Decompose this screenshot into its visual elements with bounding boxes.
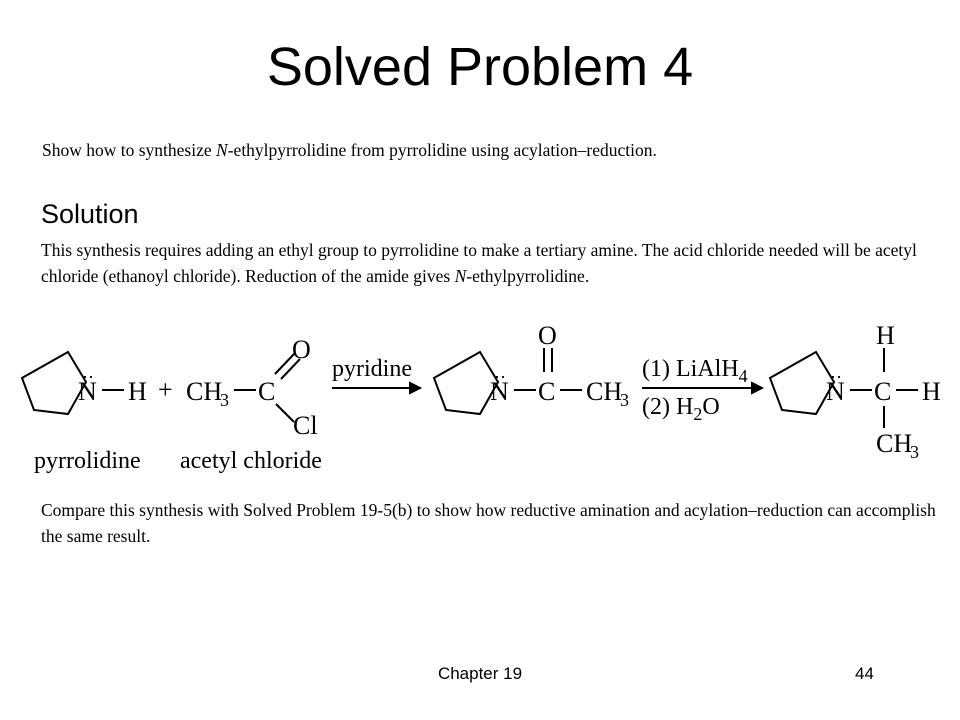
acetyl-c: C <box>258 377 276 406</box>
solution-italic-n: N <box>454 266 467 286</box>
pyrrolidine-structure <box>22 352 147 474</box>
reaction-arrow-2-head <box>752 383 762 393</box>
pyrrolidine-n: N <box>78 377 97 406</box>
problem-text-pre: Show how to synthesize <box>42 140 217 160</box>
acetyl-o: O <box>292 335 311 364</box>
acetyl-cl: Cl <box>293 411 318 440</box>
ethyl-h-top: H <box>876 321 895 350</box>
solution-text-post: -ethylpyrrolidine. <box>466 266 590 286</box>
reaction-scheme <box>0 300 960 490</box>
plus-sign: + <box>158 375 173 404</box>
reagent-pyridine: pyridine <box>332 356 412 382</box>
ethyl-ring <box>770 352 834 414</box>
acetyl-ch: CH <box>186 377 223 406</box>
footer-chapter: Chapter 19 <box>437 664 523 683</box>
reagent-step2: (2) $H_2O$ <box>642 394 720 424</box>
amide-ring <box>434 352 498 414</box>
ethyl-ch-sub3: 3 <box>910 442 919 462</box>
c-cl-bond <box>276 404 294 422</box>
ethyl-ch: CH <box>876 429 913 458</box>
pyrrolidine-n-dots: ․․ <box>82 362 95 382</box>
pyrrolidine-h: H <box>128 377 147 406</box>
pyrrolidine-label: pyrrolidine <box>34 448 141 474</box>
pyrrolidine-ring <box>22 352 86 414</box>
amide-n: N <box>490 377 509 406</box>
ethyl-c: C <box>874 377 892 406</box>
reagent-step1: (1) LiAlH$_4$ <box>642 356 748 386</box>
problem-text-post: -ethylpyrrolidine from pyrrolidine using acylation–reduction. <box>227 140 657 160</box>
acetyl-ch-sub3: 3 <box>220 390 229 410</box>
ethyl-n: N <box>826 377 845 406</box>
acetyl-chloride-label: acetyl chloride <box>180 448 322 474</box>
footer-page-number: 44 <box>855 664 874 683</box>
amide-n-dots: ․․ <box>494 362 507 382</box>
acetyl-chloride-structure <box>180 335 322 474</box>
amide-c: C <box>538 377 556 406</box>
amide-ch: CH <box>586 377 623 406</box>
compare-text: Compare this synthesis with Solved Problem 19-5(b) to show how reductive amination and acylation–reduction can accomplish the same result. <box>41 500 936 546</box>
problem-statement <box>42 140 657 161</box>
solution-text-pre: This synthesis requires adding an ethyl group to pyrrolidine to make a tertiary amine. The acid chloride needed will be acetyl chloride (ethanoyl chloride). Reduction of the amide gives <box>41 240 917 286</box>
amide-o: O <box>538 321 557 350</box>
solution-text <box>41 237 941 289</box>
amide-product-structure <box>434 321 629 414</box>
slide-title: Solved Problem 4 <box>266 37 694 97</box>
ethyl-product-structure <box>770 321 941 462</box>
reaction-arrow-1-head <box>410 383 420 393</box>
ethyl-h-right: H <box>922 377 941 406</box>
problem-italic-n: N <box>216 140 228 160</box>
solution-heading: Solution <box>41 199 139 229</box>
ethyl-n-dots: ․․ <box>830 362 843 382</box>
amide-ch-sub3: 3 <box>620 390 629 410</box>
